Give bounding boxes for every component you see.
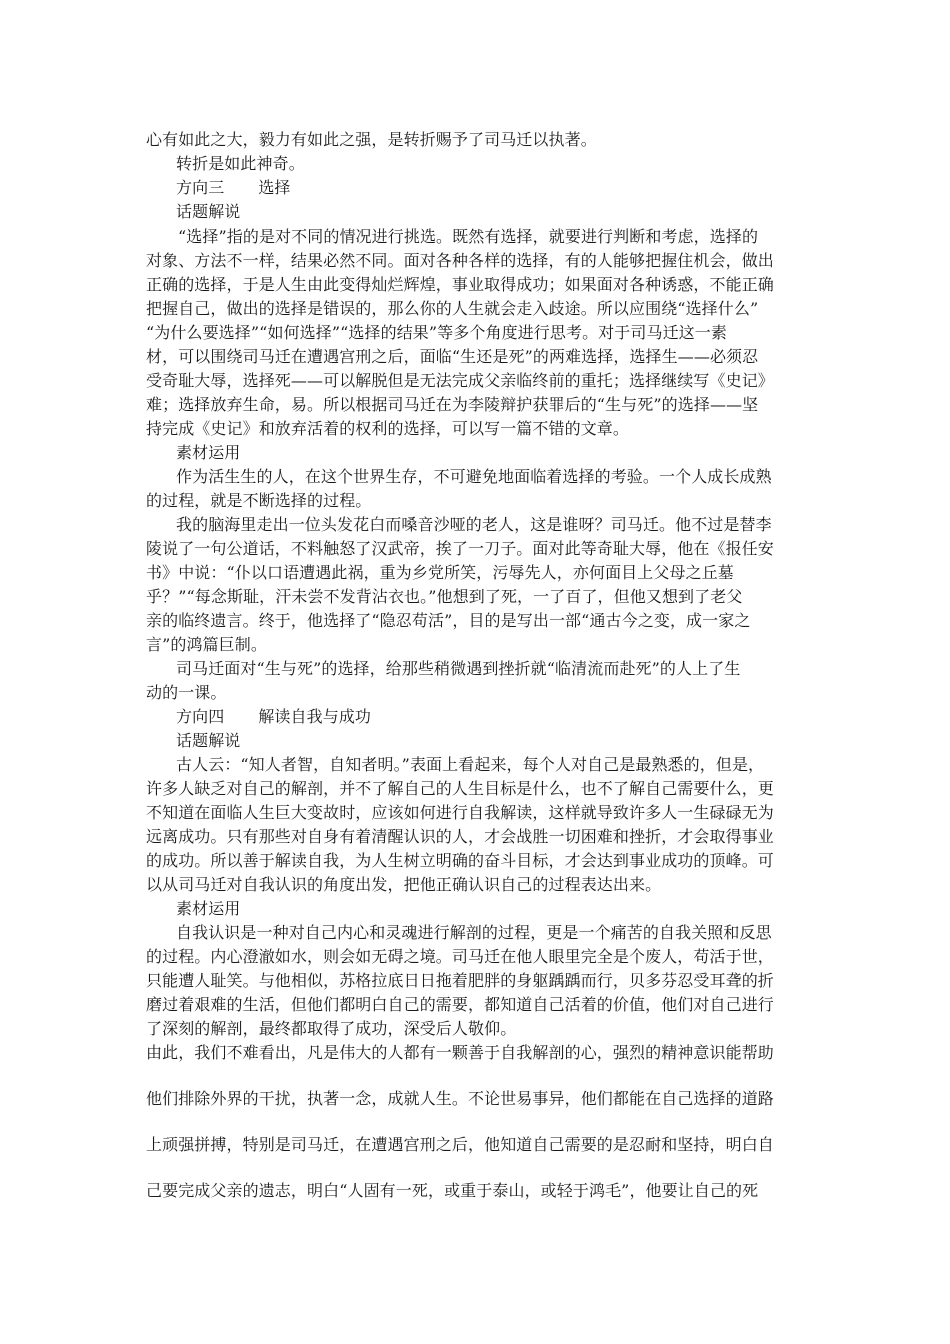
- text-line: 远离成功。只有那些对自身有着清醒认识的人，才会战胜一切困难和挫折，才会取得事业: [146, 827, 774, 846]
- text-line: 古人云：“知人者智，自知者明。”表面上看起来，每个人对自己是最熟悉的，但是，: [176, 755, 765, 774]
- section-number: 方向三: [176, 178, 225, 197]
- text-line: 对象、方法不一样，结果必然不同。面对各种各样的选择，有的人能够把握住机会，做出: [146, 251, 774, 270]
- text-line: 受奇耻大辱，选择死——可以解脱但是无法完成父亲临终前的重托；选择继续写《史记》: [146, 371, 774, 390]
- text-line: 以从司马迁对自我认识的角度出发，把他正确认识自己的过程表达出来。: [146, 875, 662, 894]
- text-line: 作为活生生的人，在这个世界生存，不可避免地面临着选择的考验。一个人成长成熟: [176, 467, 772, 486]
- text-line: 自我认识是一种对自己内心和灵魂进行解剖的过程，更是一个痛苦的自我关照和反思: [176, 923, 772, 942]
- subheading: 话题解说: [176, 202, 241, 221]
- text-line: 把握自己，做出的选择是错误的，那么你的人生就会走入歧途。所以应围绕“选择什么”: [146, 299, 759, 318]
- text-line: 动的一课。: [146, 683, 227, 702]
- text-line: 上顽强拼搏，特别是司马迁，在遭遇宫刑之后，他知道自己需要的是忍耐和坚持，明白自: [146, 1135, 774, 1154]
- text-line: 言”的鸿篇巨制。: [146, 635, 267, 654]
- text-line: 难；选择放弃生命，易。所以根据司马迁在为李陵辩护获罪后的“生与死”的选择——坚: [146, 395, 759, 414]
- text-line: 我的脑海里走出一位头发花白而嗓音沙哑的老人，这是谁呀？司马迁。他不过是替李: [176, 515, 772, 534]
- section-number: 方向四: [176, 707, 225, 726]
- section-title: 解读自我与成功: [258, 707, 372, 726]
- text-line: 持完成《史记》和放弃活着的权利的选择，可以写一篇不错的文章。: [146, 419, 630, 438]
- section-title: 选择: [258, 178, 291, 197]
- section-heading: [176, 178, 816, 198]
- text-line: 心有如此之大，毅力有如此之强，是转折赐予了司马迁以执著。: [146, 130, 597, 149]
- text-line: 了深刻的解剖，最终都取得了成功，深受后人敬仰。: [146, 1019, 517, 1038]
- text-line: 的过程。内心澄澈如水，则会如无碍之境。司马迁在他人眼里完全是个废人，苟活于世，: [146, 947, 774, 966]
- text-line: “为什么要选择”“如何选择”“选择的结果”等多个角度进行思考。对于司马迁这一素: [146, 323, 727, 342]
- text-line: 转折是如此神奇。: [176, 154, 305, 173]
- subheading: 素材运用: [176, 443, 241, 462]
- text-line: 不知道在面临人生巨大变故时，应该如何进行自我解读，这样就导致许多人一生碌碌无为: [146, 803, 774, 822]
- text-line: 亲的临终遗言。终于，他选择了“隐忍苟活”，目的是写出一部“通古今之变，成一家之: [146, 611, 751, 630]
- subheading: 话题解说: [176, 731, 241, 750]
- text-line: 的成功。所以善于解读自我，为人生树立明确的奋斗目标，才会达到事业成功的顶峰。可: [146, 851, 774, 870]
- text-line: 书》中说：“仆以口语遭遇此祸，重为乡党所笑，污辱先人，亦何面目上父母之丘墓: [146, 563, 734, 582]
- subheading: 素材运用: [176, 899, 241, 918]
- text-line: 正确的选择，于是人生由此变得灿烂辉煌，事业取得成功；如果面对各种诱惑，不能正确: [146, 275, 774, 294]
- text-line: 的过程，就是不断选择的过程。: [146, 491, 372, 510]
- text-line: 乎？”“每念斯耻，汗未尝不发背沾衣也。”他想到了死，一了百了，但他又想到了老父: [146, 587, 743, 606]
- text-line: 材，可以围绕司马迁在遭遇宫刑之后，面临“生还是死”的两难选择，选择生——必须忍: [146, 347, 759, 366]
- text-line: 他们排除外界的干扰，执著一念，成就人生。不论世易事异，他们都能在自己选择的道路: [146, 1089, 774, 1108]
- text-line: 司马迁面对“生与死”的选择，给那些稍微遇到挫折就“临清流而赴死”的人上了生: [176, 659, 741, 678]
- text-line: 许多人缺乏对自己的解剖，并不了解自己的人生目标是什么，也不了解自己需要什么，更: [146, 779, 774, 798]
- text-line: 陵说了一句公道话，不料触怒了汉武帝，挨了一刀子。面对此等奇耻大辱，他在《报任安: [146, 539, 774, 558]
- section-heading: [176, 707, 816, 727]
- text-line: 由此，我们不难看出，凡是伟大的人都有一颗善于自我解剖的心，强烈的精神意识能帮助: [146, 1043, 774, 1062]
- text-line: 己要完成父亲的遗志，明白“人固有一死，或重于泰山，或轻于鸿毛”，他要让自己的死: [146, 1181, 759, 1200]
- text-line: “选择”指的是对不同的情况进行挑选。既然有选择，就要进行判断和考虑，选择的: [178, 227, 759, 246]
- text-line: 只能遭人耻笑。与他相似，苏格拉底日日拖着肥胖的身躯踽踽而行，贝多芬忍受耳聋的折: [146, 971, 774, 990]
- text-line: 磨过着艰难的生活，但他们都明白自己的需要，都知道自己活着的价值，他们对自己进行: [146, 995, 774, 1014]
